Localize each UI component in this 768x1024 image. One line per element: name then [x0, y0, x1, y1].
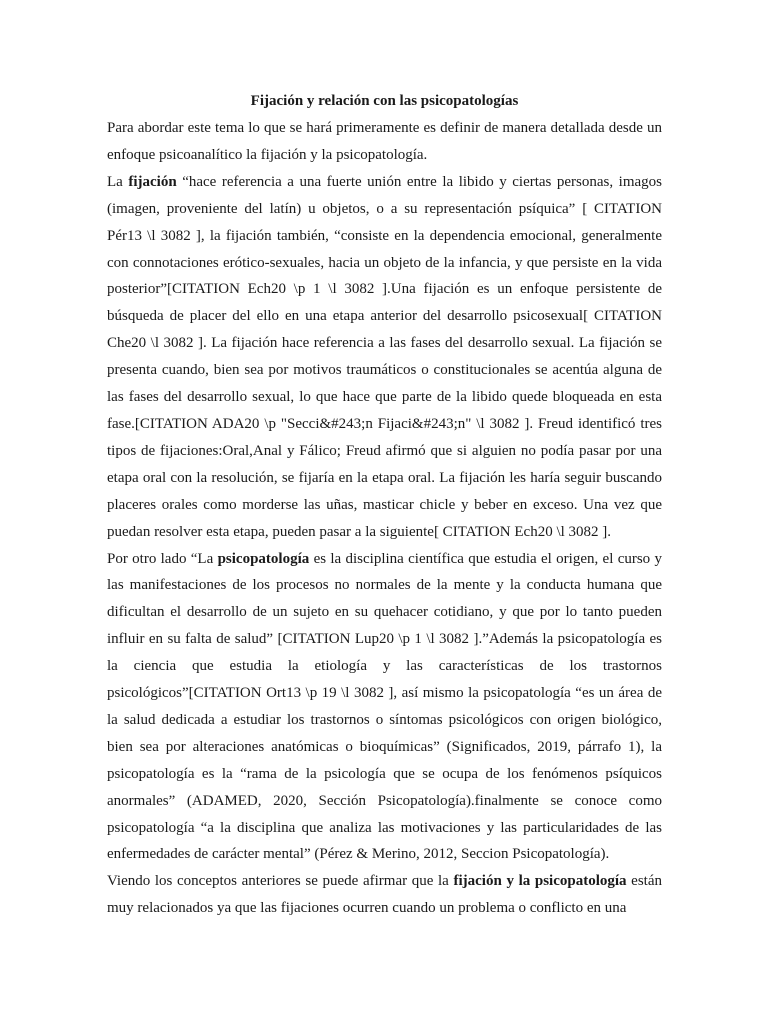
paragraph-text: Por otro lado “La [107, 550, 218, 567]
paragraph-text: La [107, 173, 129, 190]
paragraph-text: “hace referencia a una fuerte unión entre la libido y ciertas personas, imagos (imagen, proveniente del latín) u objetos, o a su representación psíquica” [ CITATION Pér13 \l 3082 ], la fijación también, “consiste en la dependencia emocional, generalmente con connotaciones erótico-sexuales, hacia un objeto de la infancia, y que persiste en la vida posterior”[CITATION Ech20 \p 1 \l 3082 ].Una fijación es un enfoque persistente de búsqueda de placer del ello en una etapa anterior del desarrollo psicosexual[ CITATION Che20 \l 3082 ]. La fijación hace referencia a las fases del desarrollo sexual. La fijación se presenta cuando, bien sea por motivos traumáticos o constitucionales se acentúa alguna de las fases del desarrollo sexual, lo que hace que parte de la libido quede bloqueada en esta fase.[CITATION ADA20 \p "Secci&#243;n Fijaci&#243;n" \l 3082 ]. Freud identificó tres tipos de fijaciones:Oral,Anal y Fálico; Freud afirmó que si alguien no podía pasar por una etapa oral con la resolución, se fijaría en la etapa oral. La fijación les haría seguir buscando placeres orales como morderse las uñas, masticar chicle y beber en exceso. Una vez que puedan resolver esta etapa, pueden pasar a la siguiente[ CITATION Ech20 \l 3082 ]. [107, 173, 662, 540]
paragraph-text: es la disciplina científica que estudia el origen, el curso y las manifestaciones de los procesos no normales de la mente y la conducta humana que dificultan el desarrollo de un sujeto en su quehacer cotidiano, y que por lo tanto pueden influir en su falta de salud” [CITATION Lup20 \p 1 \l 3082 ].”Además la psicopatología es la ciencia que estudia la etiología y las características de los trastornos psicológicos”[CITATION Ort13 \p 19 \l 3082 ], así mismo la psicopatología “es un área de la salud dedicada a estudiar los trastornos o síntomas psicológicos con origen biológico, bien sea por alteraciones anatómicas o bioquímicas” (Significados, 2019, párrafo 1), la psicopatología es la “rama de la psicología que se ocupa de los fenómenos psíquicos anormales” (ADAMED, 2020, Sección Psicopatología).finalmente se conoce como psicopatología “a la disciplina que analiza las motivaciones y las particularidades de las enfermedades de carácter mental” (Pérez & Merino, 2012, Seccion Psicopatología). [107, 550, 662, 863]
bold-term-psicopatologia: psicopatología [217, 550, 310, 567]
document-title: Fijación y relación con las psicopatologías [250, 93, 519, 109]
paragraph-psicopatologia [107, 546, 662, 869]
paragraph-text: Viendo los conceptos anteriores se puede afirmar que la [107, 873, 454, 890]
paragraph-fijacion [107, 169, 662, 546]
bold-term-fijacion: fijación [128, 173, 177, 190]
paragraph-text: Para abordar este tema lo que se hará primeramente es definir de manera detallada desde un enfoque psicoanalítico la fijación y la psicopatología. [107, 120, 662, 163]
paragraph-intro [107, 115, 662, 169]
paragraph-relacion [107, 868, 662, 922]
bold-term-relacion: fijación y la psicopatología [453, 873, 627, 890]
paragraph-text: están muy relacionados ya que las fijaciones ocurren cuando un problema o conflicto en una [107, 873, 662, 917]
